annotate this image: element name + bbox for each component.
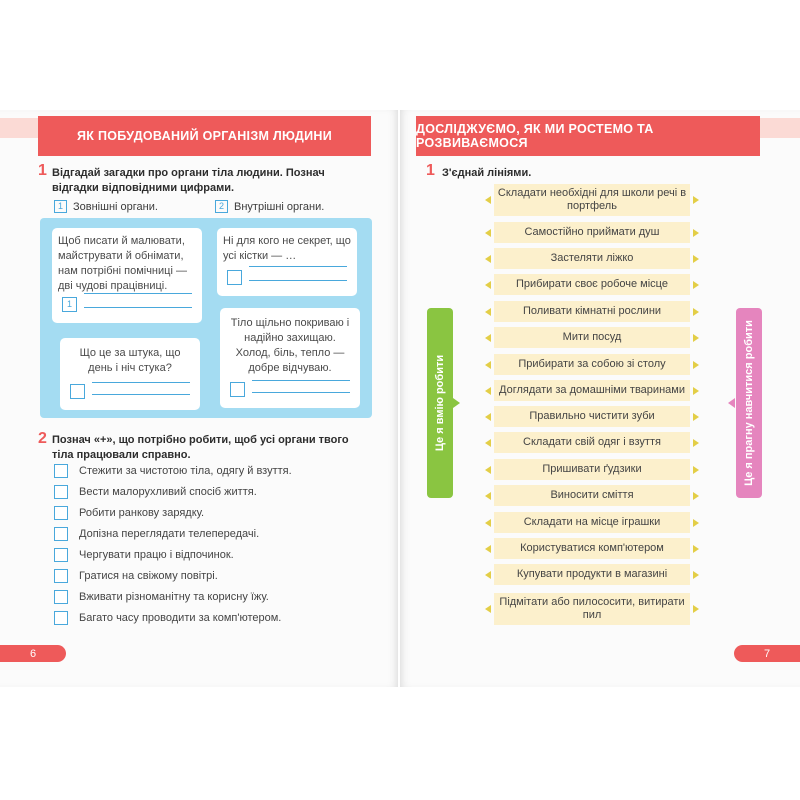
- answer-line: [249, 266, 347, 267]
- legend-internal: [215, 200, 324, 213]
- answer-line: [252, 380, 350, 381]
- riddle-card: [52, 228, 202, 323]
- activity-item[interactable]: [494, 248, 690, 269]
- activity-item[interactable]: [494, 380, 690, 401]
- right-pointer-icon: [693, 439, 699, 447]
- answer-line: [84, 293, 192, 294]
- left-page: [0, 110, 398, 687]
- checklist-item-label: Робити ранкову зарядку.: [79, 507, 205, 519]
- activity-text: Підмітати або пилососити, витирати пил: [499, 596, 685, 621]
- activity-text: Складати необхідні для школи речі в портфель: [497, 187, 687, 212]
- riddle-text: Щоб писати й малювати, майструвати й обнімати, нам потрібні помічниці — дві чудові працівниці.: [58, 235, 187, 292]
- activity-text: Поливати кімнатні рослини: [522, 305, 662, 317]
- task2-number: 2: [38, 430, 47, 447]
- left-pointer-icon: [485, 281, 491, 289]
- checklist-item-label: Стежити за чистотою тіла, одягу й взуття.: [79, 465, 292, 477]
- checkbox[interactable]: [54, 464, 68, 478]
- activity-item[interactable]: [494, 564, 690, 585]
- right-pointer-icon: [693, 196, 699, 204]
- right-pointer-icon: [693, 334, 699, 342]
- right-pointer-icon: [693, 571, 699, 579]
- task1-instructions: З'єднай лініями.: [442, 167, 532, 179]
- header-band: [760, 118, 800, 138]
- right-pointer-icon: [693, 387, 699, 395]
- activity-item[interactable]: [494, 354, 690, 375]
- can-do-label[interactable]: [427, 308, 453, 498]
- checklist-item-label: Вживати різноманітну та корисну їжу.: [79, 591, 269, 603]
- riddle-text: Ні для кого не секрет, що усі кістки — …: [223, 235, 351, 262]
- left-pointer-icon: [485, 439, 491, 447]
- left-pointer-icon: [485, 413, 491, 421]
- page-number: 7: [734, 645, 800, 662]
- left-pointer-icon: [485, 361, 491, 369]
- answer-line: [252, 392, 350, 393]
- right-pointer-icon: [693, 308, 699, 316]
- left-pointer-icon: [485, 196, 491, 204]
- want-to-learn-label-text: Це я прагну навчитися робити: [743, 320, 755, 486]
- activity-item[interactable]: [494, 512, 690, 533]
- left-pointer-icon: [485, 545, 491, 553]
- answer-box[interactable]: 1: [62, 297, 77, 312]
- checklist-item-label: Допізна переглядати телепередачі.: [79, 528, 260, 540]
- legend-number-box: 2: [215, 200, 228, 213]
- left-pointer-icon: [485, 387, 491, 395]
- answer-box[interactable]: [227, 270, 242, 285]
- right-pointer-icon: [693, 492, 699, 500]
- right-pointer-icon: [693, 413, 699, 421]
- answer-line: [92, 382, 190, 383]
- activity-item[interactable]: [494, 301, 690, 322]
- activity-text: Правильно чистити зуби: [529, 410, 655, 422]
- activity-item[interactable]: [494, 432, 690, 453]
- activity-item[interactable]: [494, 538, 690, 559]
- answer-box[interactable]: [70, 384, 85, 399]
- left-pointer-icon: [485, 571, 491, 579]
- answer-row: [62, 297, 192, 313]
- activity-text: Самостійно приймати душ: [524, 226, 660, 238]
- checklist-item[interactable]: [54, 463, 292, 479]
- riddle-card: [220, 308, 360, 408]
- task1-instructions: Відгадай загадки про органи тіла людини. Познач відгадки відповідними цифрами.: [52, 167, 325, 194]
- answer-row: [227, 270, 347, 286]
- riddle-text: Тіло щільно покриваю і надійно захищаю. Холод, біль, тепло — добре відчуваю.: [230, 317, 350, 374]
- checkbox[interactable]: [54, 506, 68, 520]
- answer-line: [92, 394, 190, 395]
- activity-text: Пришивати ґудзики: [542, 463, 642, 475]
- riddle-card: [60, 338, 200, 410]
- checkbox[interactable]: [54, 611, 68, 625]
- left-pointer-icon: [485, 308, 491, 316]
- left-pointer-icon: [485, 492, 491, 500]
- checklist-item-label: Чергувати працю і відпочинок.: [79, 549, 234, 561]
- riddles-panel: [40, 218, 372, 418]
- activity-text: Прибирати своє робоче місце: [516, 278, 668, 290]
- activity-item[interactable]: [494, 184, 690, 216]
- right-pointer-icon: [693, 466, 699, 474]
- activity-item[interactable]: [494, 222, 690, 243]
- activity-item[interactable]: [494, 274, 690, 295]
- task2-instructions: Познач «+», що потрібно робити, щоб усі органи твого тіла працювали справно.: [52, 434, 349, 461]
- header-band: [0, 118, 38, 138]
- answer-row: [70, 384, 190, 400]
- activity-text: Складати свій одяг і взуття: [523, 436, 661, 448]
- can-do-label-text: Це я вмію робити: [434, 354, 447, 452]
- activity-item[interactable]: [494, 327, 690, 348]
- checkbox[interactable]: [54, 569, 68, 583]
- activity-text: Виносити сміття: [550, 489, 634, 501]
- page-number: 6: [0, 645, 66, 662]
- arrow-left-icon: [728, 398, 735, 408]
- legend-label: Зовнішні органи.: [73, 200, 158, 213]
- checklist-item[interactable]: [54, 610, 281, 626]
- activity-text: Доглядати за домашніми тваринами: [499, 384, 685, 396]
- checklist-item[interactable]: [54, 505, 204, 521]
- activity-text: Прибирати за собою зі столу: [518, 358, 666, 370]
- left-pointer-icon: [485, 229, 491, 237]
- legend-label: Внутрішні органи.: [234, 200, 325, 213]
- checklist-item[interactable]: [54, 484, 257, 500]
- checklist-item-label: Вести малорухливий спосіб життя.: [79, 486, 257, 498]
- left-pointer-icon: [485, 334, 491, 342]
- activity-text: Складати на місце іграшки: [523, 516, 661, 528]
- right-pointer-icon: [693, 255, 699, 263]
- task1-number: 1: [38, 162, 47, 179]
- activity-text: Застеляти ліжко: [550, 252, 634, 264]
- right-pointer-icon: [693, 545, 699, 553]
- checkbox[interactable]: [54, 548, 68, 562]
- answer-row: [230, 382, 350, 398]
- activity-text: Користуватися комп'ютером: [520, 542, 664, 554]
- checkbox[interactable]: [54, 527, 68, 541]
- checklist-item[interactable]: [54, 568, 218, 584]
- left-page-header: ЯК ПОБУДОВАНИЙ ОРГАНІЗМ ЛЮДИНИ: [38, 116, 371, 156]
- activity-item[interactable]: [494, 406, 690, 427]
- left-pointer-icon: [485, 605, 491, 613]
- activity-text: Купувати продукти в магазині: [516, 568, 668, 580]
- checkbox[interactable]: [54, 590, 68, 604]
- checklist-item-label: Гратися на свіжому повітрі.: [79, 570, 218, 582]
- right-pointer-icon: [693, 605, 699, 613]
- activity-item[interactable]: [494, 459, 690, 480]
- checklist-item-label: Багато часу проводити за комп'ютером.: [79, 612, 282, 624]
- right-page: [400, 110, 800, 687]
- right-pointer-icon: [693, 229, 699, 237]
- right-pointer-icon: [693, 361, 699, 369]
- want-to-learn-label[interactable]: [736, 308, 762, 498]
- checklist-item[interactable]: [54, 526, 259, 542]
- left-pointer-icon: [485, 255, 491, 263]
- checklist-item[interactable]: [54, 547, 234, 563]
- riddle-card: [217, 228, 357, 296]
- checkbox[interactable]: [54, 485, 68, 499]
- legend-external: [54, 200, 158, 213]
- activity-text: Мити посуд: [562, 331, 622, 343]
- right-pointer-icon: [693, 281, 699, 289]
- right-page-header: ДОСЛІДЖУЄМО, ЯК МИ РОСТЕМО ТА РОЗВИВАЄМОСЯ: [416, 116, 760, 156]
- right-pointer-icon: [693, 519, 699, 527]
- activity-item[interactable]: [494, 485, 690, 506]
- riddle-text: Що це за штука, що день і ніч стука?: [79, 347, 181, 374]
- activity-item[interactable]: [494, 593, 690, 625]
- answer-line: [84, 307, 192, 308]
- task1-number: 1: [426, 162, 435, 179]
- answer-box[interactable]: [230, 382, 245, 397]
- arrow-right-icon: [453, 398, 460, 408]
- left-pointer-icon: [485, 466, 491, 474]
- checklist-item[interactable]: [54, 589, 269, 605]
- left-pointer-icon: [485, 519, 491, 527]
- legend-number-box: 1: [54, 200, 67, 213]
- answer-line: [249, 280, 347, 281]
